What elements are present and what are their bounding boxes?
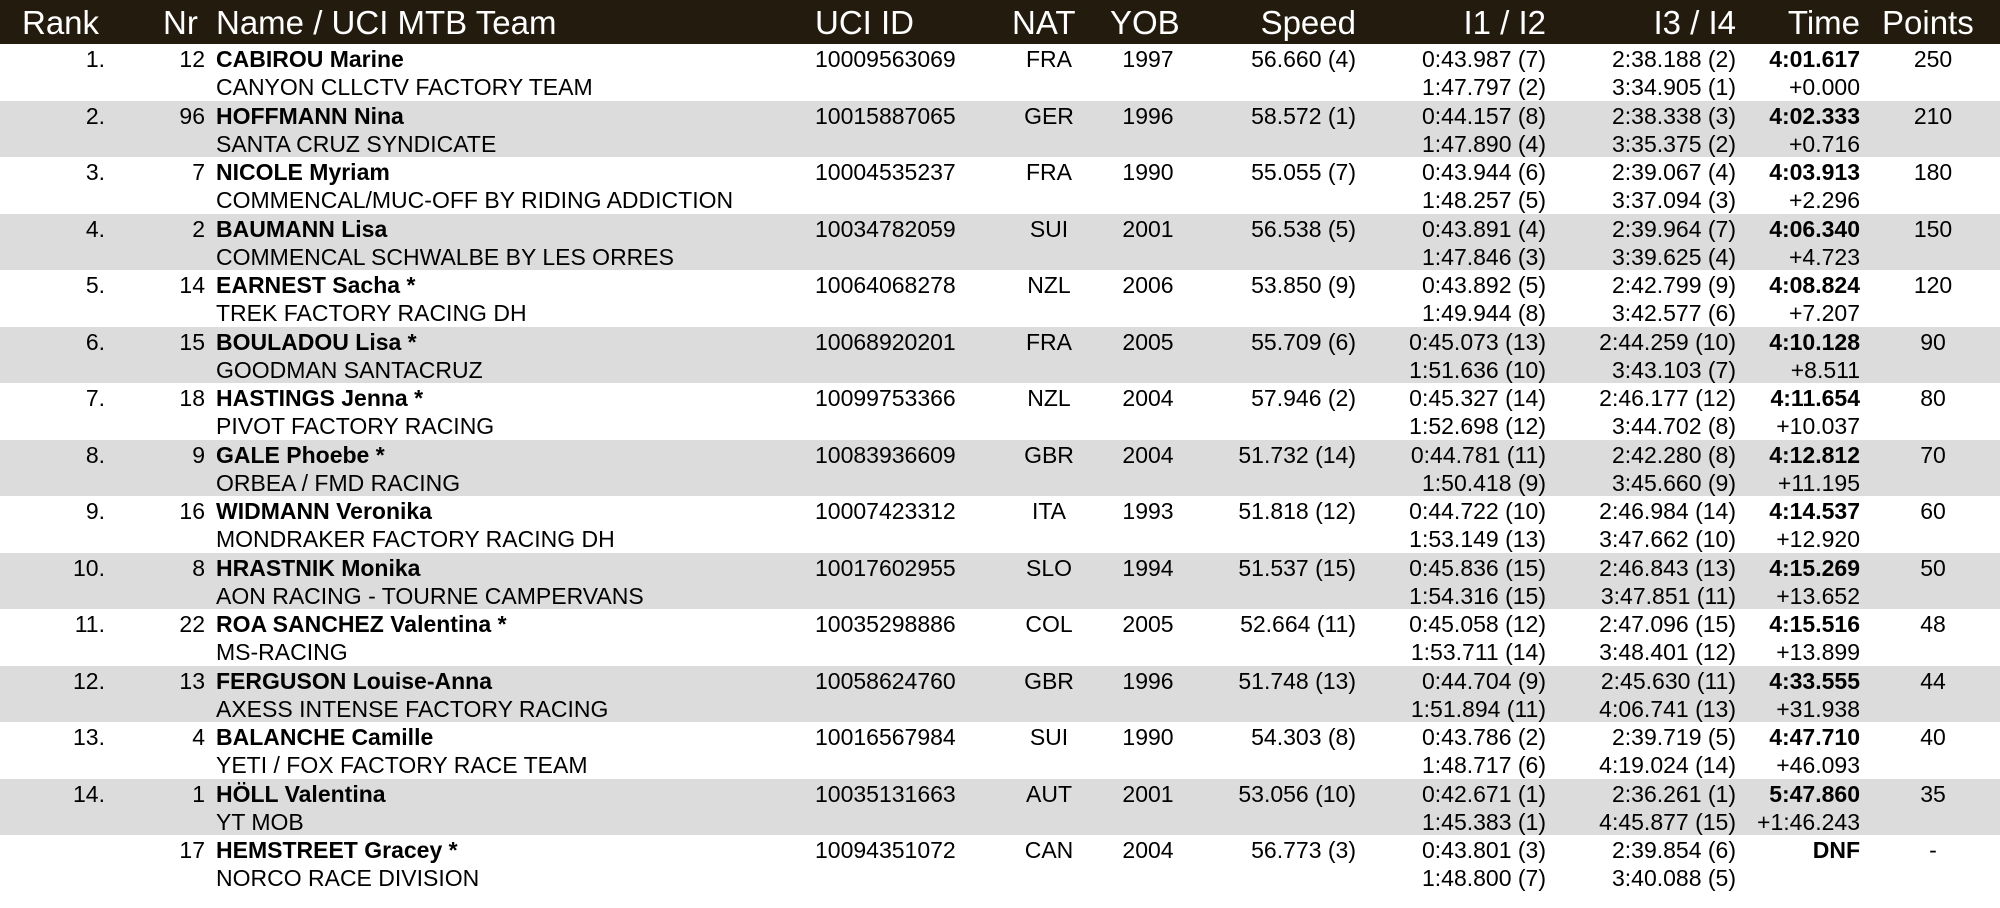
interval-1-cell: 0:44.781 (11) bbox=[1410, 441, 1546, 468]
points-cell: 50 bbox=[1920, 554, 1946, 581]
interval-2-cell: 1:48.800 (7) bbox=[1421, 865, 1546, 891]
interval-3-cell: 2:39.854 (6) bbox=[1611, 837, 1736, 863]
speed-cell: 58.572 (1) bbox=[1251, 102, 1356, 129]
interval-3-cell: 2:46.843 (13) bbox=[1599, 554, 1736, 581]
interval-4-cell: 3:37.094 (3) bbox=[1611, 187, 1736, 213]
bib-number-cell: 14 bbox=[179, 272, 205, 298]
time-gap-cell: +8.511 bbox=[1790, 356, 1860, 383]
header-nr: Nr bbox=[163, 4, 198, 41]
time-gap-cell: +7.207 bbox=[1789, 300, 1860, 326]
rider-name-cell: HOFFMANN Nina bbox=[216, 102, 404, 129]
interval-2-cell: 1:51.894 (11) bbox=[1410, 695, 1546, 722]
interval-1-cell: 0:45.327 (14) bbox=[1409, 385, 1546, 411]
rank-cell: 11. bbox=[74, 611, 105, 637]
interval-4-cell: 3:47.851 (11) bbox=[1600, 582, 1736, 609]
time-gap-cell: +0.716 bbox=[1789, 130, 1860, 157]
results-header bbox=[0, 0, 2000, 44]
year-of-birth-cell: 1997 bbox=[1122, 46, 1174, 72]
interval-2-cell: 1:47.846 (3) bbox=[1421, 243, 1546, 270]
rider-name-cell: BAUMANN Lisa bbox=[216, 215, 388, 242]
nationality-cell: SUI bbox=[1029, 724, 1069, 750]
points-cell: 35 bbox=[1920, 780, 1946, 807]
result-row bbox=[0, 779, 2000, 836]
team-name-cell: AON RACING - TOURNE CAMPERVANS bbox=[216, 582, 644, 609]
finish-time-cell: 4:10.128 bbox=[1769, 328, 1860, 355]
year-of-birth-cell: 1993 bbox=[1122, 498, 1174, 524]
interval-2-cell: 1:51.636 (10) bbox=[1409, 356, 1546, 383]
result-row bbox=[0, 553, 2000, 610]
rider-name-cell: BOULADOU Lisa * bbox=[216, 328, 417, 355]
speed-cell: 55.055 (7) bbox=[1251, 159, 1356, 185]
interval-4-cell: 3:39.625 (4) bbox=[1611, 243, 1736, 270]
uci-id-cell: 10015887065 bbox=[815, 102, 956, 129]
finish-time-cell: 4:15.269 bbox=[1769, 554, 1860, 581]
interval-3-cell: 2:46.984 (14) bbox=[1599, 498, 1736, 524]
team-name-cell: COMMENCAL SCHWALBE BY LES ORRES bbox=[216, 243, 674, 270]
interval-1-cell: 0:45.836 (15) bbox=[1409, 554, 1546, 581]
interval-2-cell: 1:53.149 (13) bbox=[1409, 526, 1546, 552]
rank-cell: 10. bbox=[73, 554, 105, 581]
points-cell: 150 bbox=[1913, 215, 1953, 242]
result-row bbox=[0, 44, 2000, 101]
interval-3-cell: 2:39.719 (5) bbox=[1611, 724, 1736, 750]
interval-3-cell: 2:42.280 (8) bbox=[1611, 441, 1736, 468]
nationality-cell: AUT bbox=[1026, 780, 1072, 807]
team-name-cell: MS-RACING bbox=[216, 639, 348, 665]
result-row bbox=[0, 609, 2000, 666]
interval-1-cell: 0:44.722 (10) bbox=[1409, 498, 1546, 524]
header-points: Points bbox=[1882, 4, 1974, 41]
points-cell: 60 bbox=[1920, 498, 1946, 524]
uci-id-cell: 10083936609 bbox=[815, 441, 956, 468]
bib-number-cell: 1 bbox=[192, 780, 205, 807]
uci-id-cell: 10068920201 bbox=[815, 328, 956, 355]
rank-cell: 14. bbox=[73, 780, 105, 807]
interval-4-cell: 4:06.741 (13) bbox=[1599, 695, 1736, 722]
nationality-cell: CAN bbox=[1024, 837, 1074, 863]
uci-id-cell: 10017602955 bbox=[815, 554, 956, 581]
finish-time-cell: 4:11.654 bbox=[1770, 385, 1860, 411]
time-gap-cell: +10.037 bbox=[1776, 413, 1860, 439]
uci-id-cell: 10009563069 bbox=[815, 46, 956, 72]
interval-3-cell: 2:38.188 (2) bbox=[1611, 46, 1736, 72]
year-of-birth-cell: 2004 bbox=[1122, 385, 1174, 411]
interval-1-cell: 0:43.891 (4) bbox=[1421, 215, 1546, 242]
finish-time-cell: 4:15.516 bbox=[1769, 611, 1860, 637]
rank-cell: 3. bbox=[85, 159, 105, 185]
finish-time-cell: 4:06.340 bbox=[1769, 215, 1860, 242]
interval-4-cell: 3:43.103 (7) bbox=[1611, 356, 1736, 383]
bib-number-cell: 18 bbox=[179, 385, 205, 411]
points-cell: 180 bbox=[1913, 159, 1953, 185]
result-row bbox=[0, 327, 2000, 384]
bib-number-cell: 96 bbox=[179, 102, 205, 129]
interval-3-cell: 2:47.096 (15) bbox=[1599, 611, 1736, 637]
speed-cell: 56.660 (4) bbox=[1251, 46, 1356, 72]
interval-2-cell: 1:45.383 (1) bbox=[1421, 808, 1546, 835]
result-row bbox=[0, 214, 2000, 271]
time-gap-cell: +13.652 bbox=[1776, 582, 1860, 609]
rider-name-cell: HRASTNIK Monika bbox=[216, 554, 421, 581]
interval-1-cell: 0:44.157 (8) bbox=[1421, 102, 1546, 129]
interval-3-cell: 2:45.630 (11) bbox=[1600, 667, 1736, 694]
result-row bbox=[0, 496, 2000, 553]
bib-number-cell: 7 bbox=[192, 159, 205, 185]
nationality-cell: NZL bbox=[1027, 385, 1071, 411]
bib-number-cell: 15 bbox=[179, 328, 205, 355]
finish-time-cell: 4:14.537 bbox=[1769, 498, 1860, 524]
points-cell: - bbox=[1929, 837, 1937, 863]
bib-number-cell: 12 bbox=[179, 46, 205, 72]
rider-name-cell: ROA SANCHEZ Valentina * bbox=[216, 611, 507, 637]
rider-name-cell: EARNEST Sacha * bbox=[216, 272, 416, 298]
result-row bbox=[0, 835, 2000, 892]
interval-2-cell: 1:52.698 (12) bbox=[1409, 413, 1546, 439]
points-cell: 70 bbox=[1920, 441, 1946, 468]
team-name-cell: COMMENCAL/MUC-OFF BY RIDING ADDICTION bbox=[216, 187, 734, 213]
rider-name-cell: HASTINGS Jenna * bbox=[216, 385, 424, 411]
nationality-cell: GBR bbox=[1024, 441, 1074, 468]
year-of-birth-cell: 1990 bbox=[1122, 724, 1174, 750]
rider-name-cell: GALE Phoebe * bbox=[216, 441, 385, 468]
points-cell: 48 bbox=[1920, 611, 1946, 637]
speed-cell: 53.056 (10) bbox=[1238, 780, 1356, 807]
time-gap-cell: +31.938 bbox=[1776, 695, 1860, 722]
rank-cell: 4. bbox=[85, 215, 105, 242]
rider-name-cell: FERGUSON Louise-Anna bbox=[216, 667, 493, 694]
nationality-cell: SLO bbox=[1025, 554, 1073, 581]
interval-1-cell: 0:43.987 (7) bbox=[1421, 46, 1546, 72]
team-name-cell: MONDRAKER FACTORY RACING DH bbox=[216, 526, 615, 552]
bib-number-cell: 22 bbox=[179, 611, 205, 637]
finish-time-cell: 5:47.860 bbox=[1769, 780, 1860, 807]
uci-id-cell: 10094351072 bbox=[815, 837, 956, 863]
bib-number-cell: 13 bbox=[179, 667, 205, 694]
header-rank: Rank bbox=[22, 4, 100, 41]
nationality-cell: GBR bbox=[1024, 667, 1074, 694]
team-name-cell: YETI / FOX FACTORY RACE TEAM bbox=[216, 752, 588, 778]
interval-1-cell: 0:45.058 (12) bbox=[1409, 611, 1546, 637]
nationality-cell: COL bbox=[1025, 611, 1073, 637]
speed-cell: 55.709 (6) bbox=[1251, 328, 1356, 355]
nationality-cell: SUI bbox=[1029, 215, 1069, 242]
interval-2-cell: 1:47.797 (2) bbox=[1421, 74, 1546, 100]
speed-cell: 51.818 (12) bbox=[1238, 498, 1356, 524]
speed-cell: 56.538 (5) bbox=[1251, 215, 1356, 242]
header-nat: NAT bbox=[1012, 4, 1076, 41]
uci-id-cell: 10064068278 bbox=[815, 272, 956, 298]
year-of-birth-cell: 1994 bbox=[1122, 554, 1174, 581]
interval-2-cell: 1:48.717 (6) bbox=[1421, 752, 1546, 778]
points-cell: 80 bbox=[1920, 385, 1946, 411]
interval-3-cell: 2:46.177 (12) bbox=[1599, 385, 1736, 411]
time-gap-cell: +0.000 bbox=[1789, 74, 1860, 100]
points-cell: 90 bbox=[1920, 328, 1946, 355]
header-uci-id: UCI ID bbox=[815, 4, 914, 41]
interval-4-cell: 3:47.662 (10) bbox=[1599, 526, 1736, 552]
year-of-birth-cell: 2001 bbox=[1122, 215, 1174, 242]
points-cell: 44 bbox=[1920, 667, 1946, 694]
interval-1-cell: 0:43.786 (2) bbox=[1421, 724, 1546, 750]
rider-name-cell: HÖLL Valentina bbox=[216, 780, 386, 807]
time-gap-cell: +2.296 bbox=[1789, 187, 1860, 213]
interval-3-cell: 2:44.259 (10) bbox=[1599, 328, 1736, 355]
team-name-cell: ORBEA / FMD RACING bbox=[216, 469, 461, 496]
rank-cell: 9. bbox=[85, 498, 105, 524]
time-gap-cell: +11.195 bbox=[1777, 469, 1860, 496]
points-cell: 210 bbox=[1913, 102, 1953, 129]
interval-2-cell: 1:49.944 (8) bbox=[1421, 300, 1546, 326]
bib-number-cell: 17 bbox=[179, 837, 205, 863]
result-row bbox=[0, 270, 2000, 327]
interval-1-cell: 0:43.801 (3) bbox=[1421, 837, 1546, 863]
uci-id-cell: 10034782059 bbox=[815, 215, 956, 242]
uci-id-cell: 10016567984 bbox=[815, 724, 956, 750]
nationality-cell: ITA bbox=[1031, 498, 1067, 524]
speed-cell: 52.664 (11) bbox=[1240, 611, 1356, 637]
uci-id-cell: 10035131663 bbox=[815, 780, 956, 807]
team-name-cell: PIVOT FACTORY RACING bbox=[216, 413, 495, 439]
year-of-birth-cell: 2001 bbox=[1122, 780, 1174, 807]
speed-cell: 51.748 (13) bbox=[1238, 667, 1356, 694]
result-row bbox=[0, 101, 2000, 158]
finish-time-cell: 4:12.812 bbox=[1769, 441, 1860, 468]
interval-4-cell: 3:35.375 (2) bbox=[1611, 130, 1736, 157]
uci-id-cell: 10058624760 bbox=[815, 667, 956, 694]
result-row bbox=[0, 722, 2000, 779]
nationality-cell: FRA bbox=[1026, 159, 1072, 185]
interval-4-cell: 4:45.877 (15) bbox=[1599, 808, 1736, 835]
uci-id-cell: 10099753366 bbox=[815, 385, 956, 411]
rider-name-cell: BALANCHE Camille bbox=[216, 724, 434, 750]
bib-number-cell: 2 bbox=[192, 215, 205, 242]
team-name-cell: GOODMAN SANTACRUZ bbox=[216, 356, 483, 383]
result-row bbox=[0, 440, 2000, 497]
year-of-birth-cell: 1996 bbox=[1122, 102, 1174, 129]
speed-cell: 53.850 (9) bbox=[1251, 272, 1356, 298]
interval-1-cell: 0:42.671 (1) bbox=[1421, 780, 1546, 807]
finish-time-cell: 4:47.710 bbox=[1769, 724, 1860, 750]
interval-2-cell: 1:48.257 (5) bbox=[1421, 187, 1546, 213]
interval-4-cell: 3:48.401 (12) bbox=[1599, 639, 1736, 665]
result-row bbox=[0, 157, 2000, 214]
team-name-cell: AXESS INTENSE FACTORY RACING bbox=[216, 695, 609, 722]
header-i1-i2: I1 / I2 bbox=[1463, 4, 1546, 41]
year-of-birth-cell: 2004 bbox=[1122, 441, 1174, 468]
interval-3-cell: 2:42.799 (9) bbox=[1611, 272, 1736, 298]
year-of-birth-cell: 2006 bbox=[1122, 272, 1174, 298]
nationality-cell: NZL bbox=[1027, 272, 1071, 298]
time-gap-cell: +1:46.243 bbox=[1757, 808, 1860, 835]
interval-2-cell: 1:50.418 (9) bbox=[1421, 469, 1546, 496]
interval-3-cell: 2:39.964 (7) bbox=[1611, 215, 1736, 242]
rider-name-cell: NICOLE Myriam bbox=[216, 159, 390, 185]
time-gap-cell: +13.899 bbox=[1776, 639, 1860, 665]
interval-3-cell: 2:36.261 (1) bbox=[1611, 780, 1736, 807]
rank-cell: 7. bbox=[85, 385, 105, 411]
finish-time-cell: 4:01.617 bbox=[1769, 46, 1860, 72]
year-of-birth-cell: 1996 bbox=[1122, 667, 1174, 694]
points-cell: 250 bbox=[1913, 46, 1953, 72]
result-row bbox=[0, 383, 2000, 440]
team-name-cell: YT MOB bbox=[216, 808, 304, 835]
interval-2-cell: 1:53.711 (14) bbox=[1410, 639, 1546, 665]
speed-cell: 54.303 (8) bbox=[1251, 724, 1356, 750]
year-of-birth-cell: 2005 bbox=[1122, 328, 1174, 355]
nationality-cell: FRA bbox=[1026, 46, 1072, 72]
nationality-cell: GER bbox=[1024, 102, 1074, 129]
time-gap-cell: +46.093 bbox=[1776, 752, 1860, 778]
interval-1-cell: 0:44.704 (9) bbox=[1421, 667, 1546, 694]
header-name: Name / UCI MTB Team bbox=[216, 4, 557, 41]
header-yob: YOB bbox=[1110, 4, 1180, 41]
interval-4-cell: 3:44.702 (8) bbox=[1611, 413, 1736, 439]
speed-cell: 56.773 (3) bbox=[1251, 837, 1356, 863]
finish-time-cell: 4:33.555 bbox=[1769, 667, 1860, 694]
nationality-cell: FRA bbox=[1026, 328, 1072, 355]
time-gap-cell: +12.920 bbox=[1776, 526, 1860, 552]
team-name-cell: NORCO RACE DIVISION bbox=[216, 865, 480, 891]
interval-4-cell: 3:40.088 (5) bbox=[1611, 865, 1736, 891]
rank-cell: 8. bbox=[85, 441, 105, 468]
rider-name-cell: HEMSTREET Gracey * bbox=[216, 837, 458, 863]
interval-3-cell: 2:39.067 (4) bbox=[1611, 159, 1736, 185]
finish-time-cell: DNF bbox=[1812, 837, 1860, 863]
uci-id-cell: 10004535237 bbox=[815, 159, 956, 185]
interval-1-cell: 0:43.892 (5) bbox=[1421, 272, 1546, 298]
team-name-cell: CANYON CLLCTV FACTORY TEAM bbox=[216, 74, 593, 100]
rank-cell: 5. bbox=[85, 272, 105, 298]
rank-cell: 6. bbox=[85, 328, 105, 355]
rider-name-cell: WIDMANN Veronika bbox=[216, 498, 432, 524]
team-name-cell: TREK FACTORY RACING DH bbox=[216, 300, 527, 326]
interval-4-cell: 3:34.905 (1) bbox=[1611, 74, 1736, 100]
year-of-birth-cell: 1990 bbox=[1122, 159, 1174, 185]
header-i3-i4: I3 / I4 bbox=[1653, 4, 1736, 41]
header-speed: Speed bbox=[1260, 4, 1356, 41]
year-of-birth-cell: 2004 bbox=[1122, 837, 1174, 863]
speed-cell: 57.946 (2) bbox=[1251, 385, 1356, 411]
result-row bbox=[0, 666, 2000, 723]
team-name-cell: SANTA CRUZ SYNDICATE bbox=[216, 130, 497, 157]
rank-cell: 12. bbox=[73, 667, 105, 694]
points-cell: 120 bbox=[1913, 272, 1953, 298]
rider-name-cell: CABIROU Marine bbox=[216, 46, 404, 72]
bib-number-cell: 16 bbox=[179, 498, 205, 524]
rank-cell: 1. bbox=[85, 46, 105, 72]
bib-number-cell: 4 bbox=[192, 724, 205, 750]
interval-3-cell: 2:38.338 (3) bbox=[1611, 102, 1736, 129]
uci-id-cell: 10035298886 bbox=[815, 611, 956, 637]
speed-cell: 51.732 (14) bbox=[1238, 441, 1356, 468]
finish-time-cell: 4:03.913 bbox=[1769, 159, 1860, 185]
rank-cell: 2. bbox=[85, 102, 105, 129]
speed-cell: 51.537 (15) bbox=[1238, 554, 1356, 581]
year-of-birth-cell: 2005 bbox=[1122, 611, 1174, 637]
interval-4-cell: 3:42.577 (6) bbox=[1611, 300, 1736, 326]
finish-time-cell: 4:02.333 bbox=[1769, 102, 1860, 129]
uci-id-cell: 10007423312 bbox=[815, 498, 956, 524]
time-gap-cell: +4.723 bbox=[1789, 243, 1860, 270]
interval-1-cell: 0:43.944 (6) bbox=[1421, 159, 1546, 185]
finish-time-cell: 4:08.824 bbox=[1769, 272, 1860, 298]
interval-4-cell: 4:19.024 (14) bbox=[1599, 752, 1736, 778]
interval-2-cell: 1:54.316 (15) bbox=[1409, 582, 1546, 609]
interval-4-cell: 3:45.660 (9) bbox=[1611, 469, 1736, 496]
header-time: Time bbox=[1787, 4, 1860, 41]
interval-1-cell: 0:45.073 (13) bbox=[1409, 328, 1546, 355]
rank-cell: 13. bbox=[73, 724, 105, 750]
interval-2-cell: 1:47.890 (4) bbox=[1421, 130, 1546, 157]
bib-number-cell: 9 bbox=[192, 441, 205, 468]
points-cell: 40 bbox=[1920, 724, 1946, 750]
bib-number-cell: 8 bbox=[192, 554, 205, 581]
